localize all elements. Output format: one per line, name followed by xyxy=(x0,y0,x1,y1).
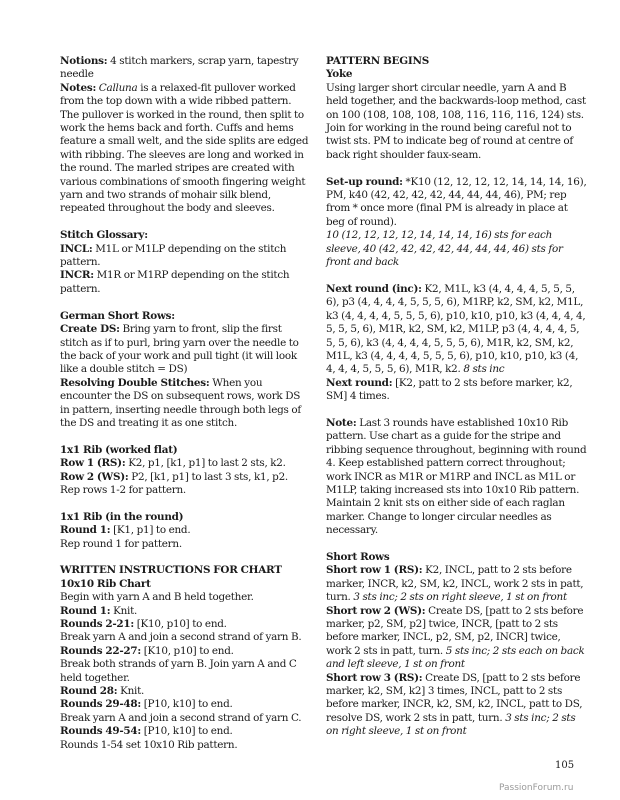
next-inc-text: K2, M1L, k3 (4, 4, 4, 4, 5, 5, 5, 6), p3 (4, 4, 4, 4, 5, 5, 5, 6), M1RP, k2, SM, k2, M1L, k3 (4, 4, 4, 4, 5, 5, 5, 6), p10, k10, p10, k3 (4, 4, 4, 4, 5, 5, 5, 6), M1R, k2, SM, k2, M1LP, p3 (4, 4, 4, 4, 5, 5, 5, 6), k3 (4, 4, 4, 4, 5, 5, 5, 6), M1R, k2, SM, k2, M1L, k3 (4, 4, 4, 4, 5, 5, 5, 6), p10, k10, p10, k3 (4, 4, 4, 4, 5, 5, 5, 6), M1R, k2. xyxy=(326,282,586,376)
written-instructions xyxy=(60,564,312,752)
gsr-heading: German Short Rows: xyxy=(60,309,175,322)
short-rows-section xyxy=(326,551,588,739)
rib-round-r1-text: [K1, p1] to end. xyxy=(113,524,191,537)
glossary-heading: Stitch Glossary: xyxy=(60,229,148,242)
next-round-label: Next round: xyxy=(326,376,393,389)
wi-round-text: Knit. xyxy=(113,604,138,617)
wi-line: Begin with yarn A and B held together. xyxy=(60,591,254,604)
note-label: Note: xyxy=(326,416,357,429)
pattern-begins-heading: PATTERN BEGINS xyxy=(326,55,429,67)
short-row-count: 5 sts inc; 2 sts each on back and left sleeve, 1 st on front xyxy=(326,644,585,671)
rib-round-r1-label: Round 1: xyxy=(60,524,111,537)
short-row-text: K2, INCL, patt to 2 sts before marker, INCR, k2, SM, k2, INCL, work 2 sts in patt, turn. xyxy=(326,564,584,604)
increase-rounds xyxy=(326,283,588,404)
wi-round-text: [P10, k10] to end. xyxy=(143,725,233,738)
wi-round-text: Knit. xyxy=(120,685,145,698)
short-row-text: Create DS, [patt to 2 sts before marker, k2, SM, k2] 3 times, INCL, patt to 2 sts before marker, INCR, k2, SM, k2, INCL, patt to DS, resolve DS, work 2 sts in patt, turn. xyxy=(326,671,583,724)
create-ds-label: Create DS: xyxy=(60,323,120,336)
wi-round-text: [P10, k10] to end. xyxy=(143,698,233,711)
wi-round-text: [K10, p10] to end. xyxy=(136,617,227,630)
incr-text: M1R or M1RP depending on the stitch pattern. xyxy=(60,269,290,295)
rib-flat-row2-label: Row 2 (WS): xyxy=(60,470,129,483)
wi-line: Break both strands of yarn B. Join yarn A and C held together. xyxy=(60,658,297,684)
incr-label: INCR: xyxy=(60,269,94,282)
wi-subheading: 10x10 Rib Chart xyxy=(60,577,151,590)
notes-label: Notes: xyxy=(60,81,97,94)
stitch-glossary xyxy=(60,229,312,296)
rib-flat-row1-label: Row 1 (RS): xyxy=(60,457,126,470)
rib-flat-section xyxy=(60,444,312,498)
next-inc-label: Next round (inc): xyxy=(326,282,422,295)
setup-round xyxy=(326,176,588,270)
rib-flat-row1-text: K2, p1, [k1, p1] to last 2 sts, k2. xyxy=(128,457,286,470)
wi-round-text: [K10, p10] to end. xyxy=(143,644,234,657)
short-row-text: Create DS, [patt to 2 sts before marker, p2, SM, p2] twice, INCR, [patt to 2 sts before marker, INCL, p2, SM, p2, INCR] twice, work 2 sts in patt, turn. xyxy=(326,604,584,657)
rib-round-repeat: Rep round 1 for pattern. xyxy=(60,537,182,550)
wi-round-label: Rounds 49-54: xyxy=(60,725,141,738)
wi-round-label: Rounds 29-48: xyxy=(60,698,141,711)
note-paragraph xyxy=(326,417,588,538)
rib-flat-heading: 1x1 Rib (worked flat) xyxy=(60,443,178,456)
notions-label: Notions: xyxy=(60,55,108,67)
setup-stitch-count: 10 (12, 12, 12, 12, 14, 14, 14, 16) sts for each sleeve, 40 (42, 42, 42, 42, 44, 44, 44, 46) sts for front and back xyxy=(326,229,563,269)
resolve-ds-text: When you encounter the DS on subsequent rows, work DS in pattern, inserting needle through both legs of the DS and treating it as one stitch. xyxy=(60,376,301,429)
wi-round-label: Round 1: xyxy=(60,604,111,617)
german-short-rows xyxy=(60,310,312,431)
notions-paragraph xyxy=(60,55,312,216)
rib-flat-row2-text: P2, [k1, p1] to last 3 sts, k1, p2. xyxy=(131,470,288,483)
incl-label: INCL: xyxy=(60,242,93,255)
next-round-text: [K2, patt to 2 sts before marker, k2, SM] 4 times. xyxy=(326,376,573,403)
setup-text: *K10 (12, 12, 12, 12, 14, 14, 14, 16), PM, k40 (42, 42, 42, 42, 44, 44, 44, 46), PM; rep from * once more (final PM is already in place at beg of round). xyxy=(326,175,587,228)
short-row-label: Short row 1 (RS): xyxy=(326,564,423,577)
yoke-heading: Yoke xyxy=(326,68,353,81)
short-row-count: 3 sts inc; 2 sts on right sleeve, 1 st on front xyxy=(326,711,576,738)
resolve-ds-label: Resolving Double Stitches: xyxy=(60,376,210,389)
incl-text: M1L or M1LP depending on the stitch pattern. xyxy=(60,242,287,269)
left-column xyxy=(60,55,312,752)
wi-round-label: Rounds 2-21: xyxy=(60,617,134,630)
short-rows-heading: Short Rows xyxy=(326,550,390,563)
next-inc-count: 8 sts inc xyxy=(463,363,505,376)
wi-round-label: Rounds 22-27: xyxy=(60,644,141,657)
yoke-section xyxy=(326,55,588,162)
rib-flat-repeat: Rep rows 1-2 for pattern. xyxy=(60,483,186,496)
notes-pattern-name: Calluna xyxy=(98,81,138,94)
right-column xyxy=(326,55,588,739)
wi-line: Break yarn A and join a second strand of yarn B. xyxy=(60,631,302,644)
notions-text: 4 stitch markers, scrap yarn, tapestry needle xyxy=(60,55,299,81)
yoke-text: Using larger short circular needle, yarn A and B held together, and the backwards-loop method, cast on 100 (108, 108, 108, 108, 116, 116, 116, 124) sts. Join for working in the round being careful not to twist sts. PM to indicate beg of round at centre of back right shoulder faux-seam. xyxy=(326,81,586,161)
rib-round-section xyxy=(60,511,312,551)
short-row-count: 3 sts inc; 2 sts on right sleeve, 1 st on front xyxy=(353,591,567,604)
short-row-label: Short row 2 (WS): xyxy=(326,604,426,617)
rib-round-heading: 1x1 Rib (in the round) xyxy=(60,510,184,523)
page-number: 105 xyxy=(555,760,575,771)
wi-round-label: Round 28: xyxy=(60,685,118,698)
watermark: PassionForum.ru xyxy=(499,783,574,793)
wi-heading: WRITTEN INSTRUCTIONS FOR CHART xyxy=(60,564,282,577)
setup-label: Set-up round: xyxy=(326,175,403,188)
wi-line: Rounds 1-54 set 10x10 Rib pattern. xyxy=(60,738,238,751)
notes-text: is a relaxed-fit pullover worked from the top down with a wide ribbed pattern. The pullover is worked in the round, then split to work the hems back and forth. Cuffs and hems feature a small welt, and the side splits are edged with ribbing. The sleeves are long and worked in the round. The marled stripes are created with various combinations of smooth fingering weight yarn and two strands of mohair silk blend, repeated throughout the body and sleeves. xyxy=(60,81,309,215)
wi-line: Break yarn A and join a second strand of yarn C. xyxy=(60,711,302,724)
note-text: Last 3 rounds have established 10x10 Rib pattern. Use chart as a guide for the stripe and ribbing sequence throughout, beginning with round 4. Keep established pattern correct throughout; work INCR as M1R or M1RP and INCL as M1L or M1LP, taking increased sts into 10x10 Rib pattern. Maintain 2 knit sts on either side of each raglan marker. Change to longer circular needles as necessary. xyxy=(326,416,587,537)
create-ds-text: Bring yarn to front, slip the first stitch as if to purl, bring yarn over the needle to the back of your work and pull tight (it will look like a double stitch = DS) xyxy=(60,323,299,376)
short-row-label: Short row 3 (RS): xyxy=(326,671,423,684)
